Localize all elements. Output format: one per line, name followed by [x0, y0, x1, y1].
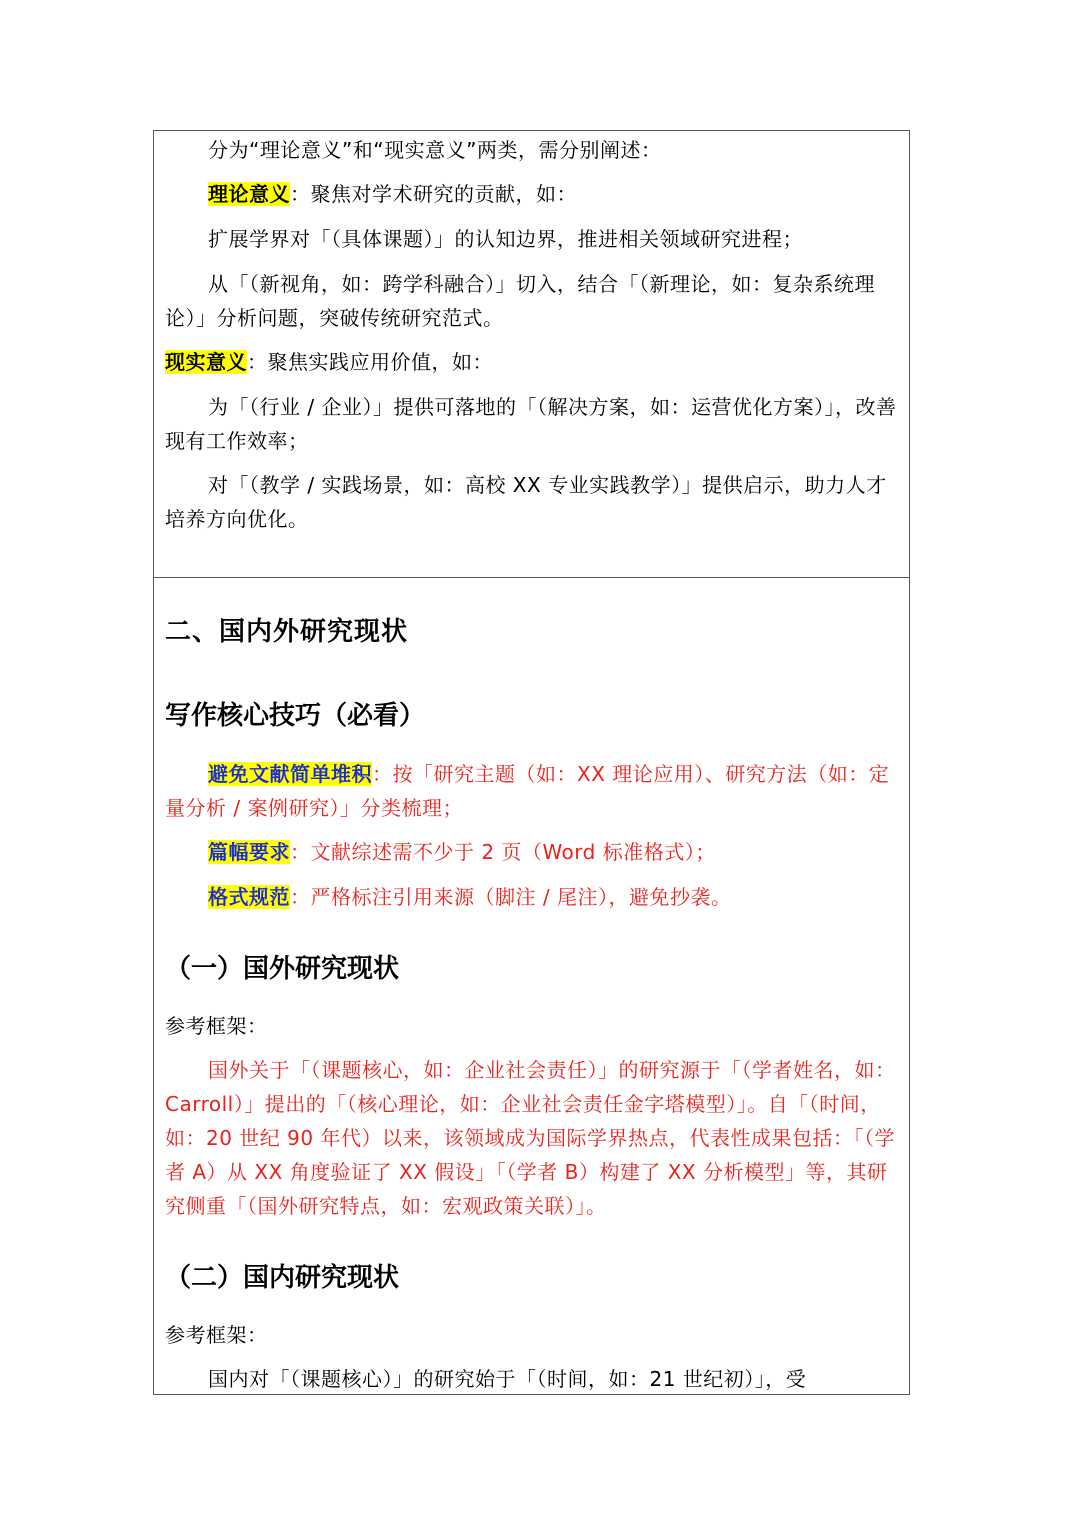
theory-paragraph [165, 177, 898, 211]
tip-3-label: 格式规范 [208, 885, 290, 909]
practice-label: 现实意义 [165, 350, 247, 374]
tip-3 [165, 880, 898, 914]
theory-item-1: 扩展学界对「（具体课题）」的认知边界，推进相关领域研究进程； [208, 227, 803, 251]
foreign-ref-label: 参考框架： [165, 1014, 268, 1038]
theory-item-2: 从「（新视角，如：跨学科融合）」切入，结合「（新理论，如：复杂系统理论）」分析问题，突破传统研究范式。 [165, 272, 875, 330]
foreign-text: 国外关于「（课题核心，如：企业社会责任）」的研究源于「（学者姓名，如：Carroll）」提出的「（核心理论，如：企业社会责任金字塔模型）」。自「（时间，如：20 世纪 90 年代）以来，该领域成为国际学界热点，代表性成果包括：「（学者 A）从 XX 角度验证了 XX 假设」「（学者 B）构建了 XX 分析模型」等，其研究侧重「（国外研究特点，如：宏观政策关联）」。 [165, 1058, 896, 1218]
tip-1-label: 避免文献简单堆积 [208, 762, 372, 786]
theory-label: 理论意义 [208, 182, 290, 206]
practice-paragraph [165, 345, 898, 379]
tip-3-text: ：严格标注引用来源（脚注 / 尾注），避免抄袭。 [290, 885, 732, 909]
section-heading: 二、国内外研究现状 [165, 617, 409, 647]
tip-2 [165, 835, 898, 869]
tip-2-text: ：文献综述需不少于 2 页（Word 标准格式）； [290, 840, 716, 864]
research-status-cell [154, 577, 909, 1394]
document-table [153, 130, 910, 1395]
significance-cell [154, 131, 909, 578]
tip-1-text: ：按「研究主题（如：XX 理论应用）、研究方法（如：定量分析 / 案例研究）」分类梳理； [165, 762, 890, 820]
significance-intro: 分为“理论意义”和“现实意义”两类，需分别阐述： [208, 138, 662, 162]
theory-text: ：聚焦对学术研究的贡献，如： [290, 182, 577, 206]
domestic-text: 国内对「（课题核心）」的研究始于「（时间，如：21 世纪初）」，受 [208, 1367, 807, 1391]
practice-item-2: 对「（教学 / 实践场景，如：高校 XX 专业实践教学）」提供启示，助力人才培养方向优化。 [165, 473, 887, 531]
practice-item-1: 为「（行业 / 企业）」提供可落地的「（解决方案，如：运营优化方案）」，改善现有工作效率； [165, 395, 897, 453]
domestic-heading: （二）国内研究现状 [165, 1263, 400, 1293]
tips-heading: 写作核心技巧（必看） [165, 701, 426, 731]
practice-text: ：聚焦实践应用价值，如： [247, 350, 493, 374]
foreign-heading: （一）国外研究现状 [165, 954, 400, 984]
domestic-ref-label: 参考框架： [165, 1323, 268, 1347]
tip-1 [165, 757, 898, 825]
tip-2-label: 篇幅要求 [208, 840, 290, 864]
